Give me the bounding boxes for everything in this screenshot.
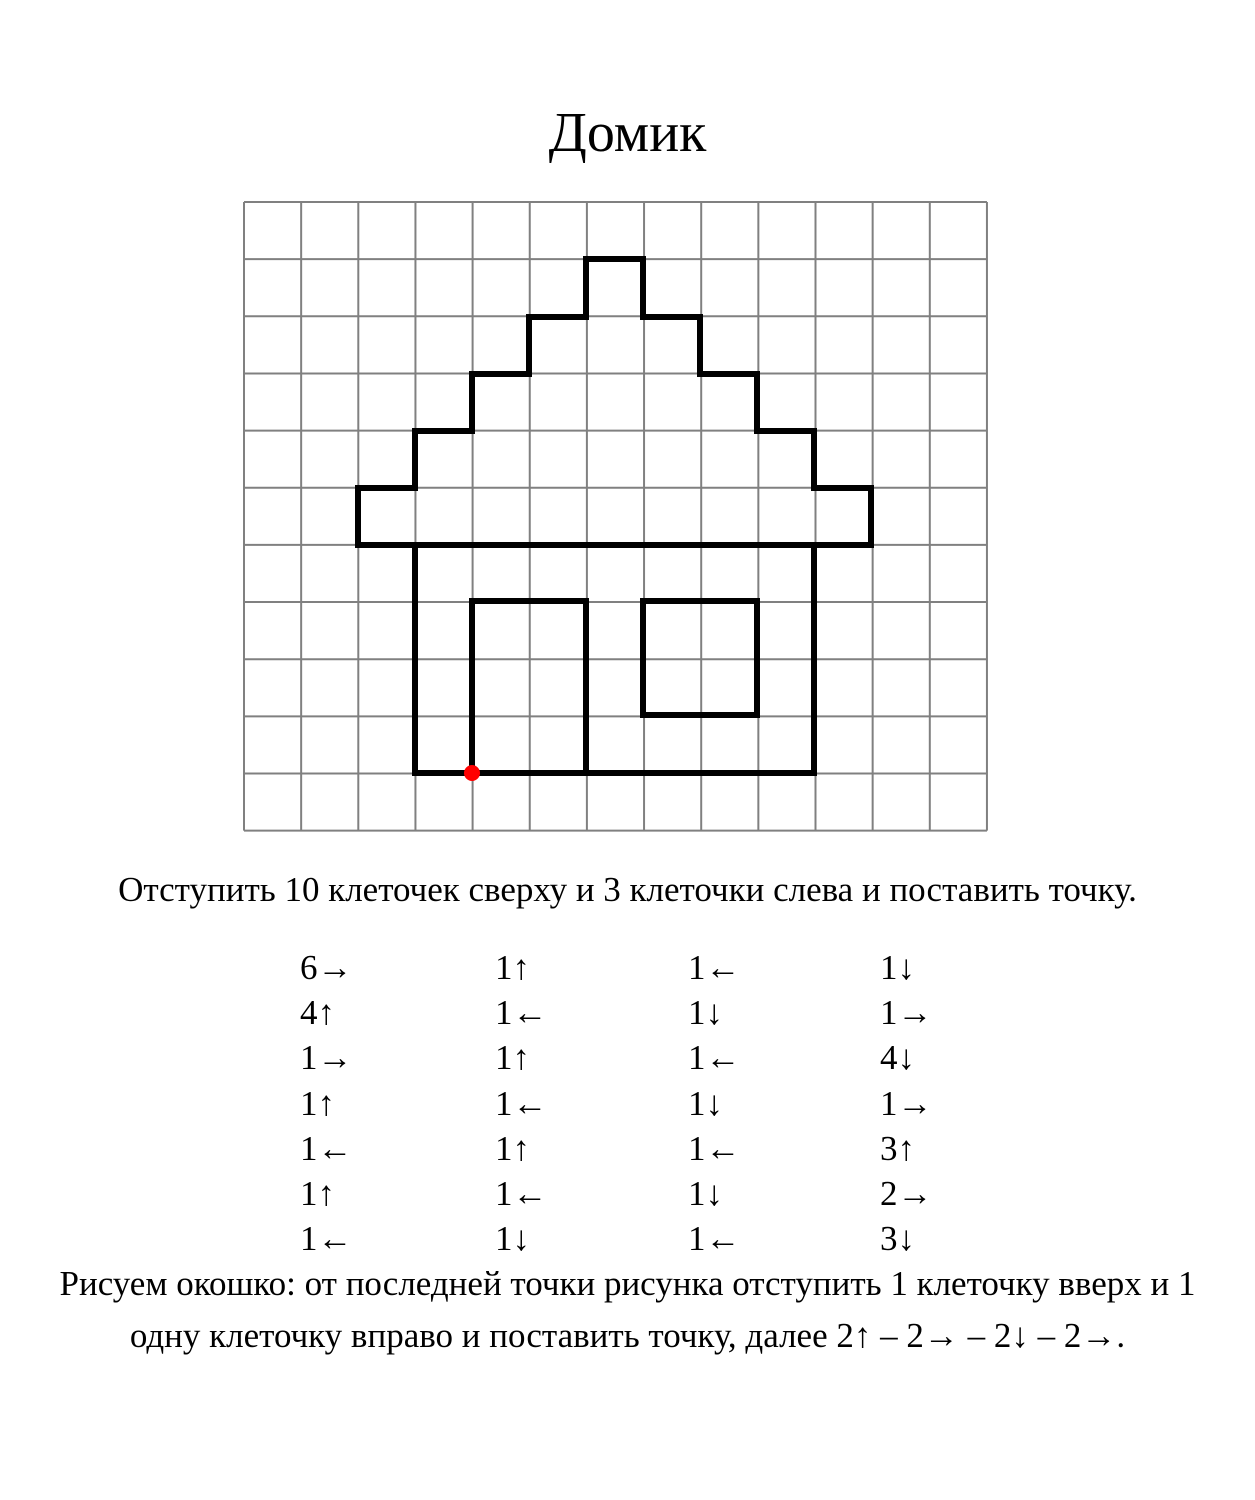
step-cell: 1↓ <box>880 948 915 987</box>
step-cell: 1↑ <box>495 1128 530 1168</box>
step-cell: 3↓ <box>880 1219 915 1259</box>
step-cell: 1↑ <box>300 1173 335 1213</box>
step-cell: 1← <box>495 1083 548 1123</box>
steps-column-4 <box>880 945 990 1261</box>
step-cell: 1↓ <box>495 1219 530 1259</box>
grid-lines <box>244 202 987 831</box>
step-cell: 1← <box>688 1219 741 1259</box>
steps-table <box>0 945 1255 1265</box>
house-door <box>472 601 586 773</box>
house-window <box>643 601 757 715</box>
step-cell: 1← <box>300 1219 353 1259</box>
step-cell: 1← <box>300 1128 353 1168</box>
steps-column-3 <box>688 945 798 1261</box>
step-cell: 1← <box>688 1038 741 1078</box>
step-cell: 1↓ <box>688 993 723 1033</box>
start-point-dot <box>464 765 480 781</box>
step-cell: 1← <box>495 1173 548 1213</box>
window-instruction: Рисуем окошко: от последней точки рисунка отступить 1 клеточку вверх и 1 одну клеточку вправо и поставить точку, далее 2↑ – 2→ – 2↓ – 2→. <box>59 1264 1196 1355</box>
house-roof-and-walls <box>358 259 871 773</box>
intro-instruction: Отступить 10 клеточек сверху и 3 клеточки слева и поставить точку. <box>118 870 1137 909</box>
step-cell: 4↑ <box>300 993 335 1033</box>
step-cell: 3↑ <box>880 1128 915 1168</box>
step-cell: 1→ <box>880 1083 933 1123</box>
page-title: Домик <box>548 102 707 164</box>
steps-column-1 <box>300 945 410 1261</box>
step-cell: 1→ <box>880 993 933 1033</box>
step-cell: 1← <box>495 993 548 1033</box>
step-cell: 1↓ <box>688 1083 723 1123</box>
step-cell: 1↓ <box>688 1173 723 1213</box>
step-cell: 4↓ <box>880 1038 915 1078</box>
step-cell: 2→ <box>880 1173 933 1213</box>
step-cell: 1↑ <box>495 1038 530 1078</box>
step-cell: 1→ <box>300 1038 353 1078</box>
step-cell: 1← <box>688 1128 741 1168</box>
step-cell: 6→ <box>300 948 353 987</box>
step-cell: 1↑ <box>495 948 530 987</box>
steps-column-2 <box>495 945 605 1261</box>
step-cell: 1↑ <box>300 1083 335 1123</box>
step-cell: 1← <box>688 948 741 987</box>
